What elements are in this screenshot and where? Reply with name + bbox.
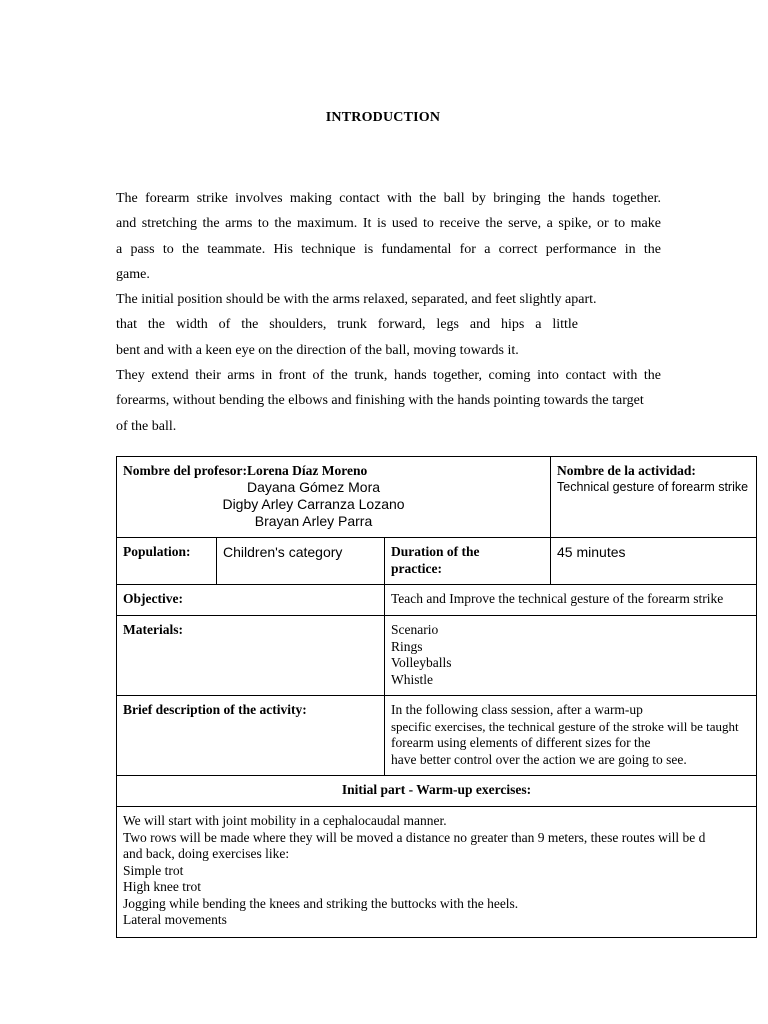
warmup-line: High knee trot bbox=[123, 879, 201, 894]
initial-part-cell bbox=[117, 776, 757, 807]
activity-cell bbox=[551, 457, 757, 538]
population-label: Population: bbox=[123, 544, 191, 559]
materials-label-cell bbox=[117, 616, 385, 696]
initial-part-heading: Initial part - Warm-up exercises: bbox=[341, 782, 532, 797]
materials-row bbox=[117, 616, 757, 696]
lesson-plan-table bbox=[116, 456, 757, 938]
brief-row bbox=[117, 696, 757, 776]
material-item: Whistle bbox=[391, 671, 433, 687]
duration-label bbox=[391, 544, 544, 577]
intro-line: a pass to the teammate. His technique is fundamental for a correct performance in the bbox=[116, 241, 661, 257]
intro-line: bent and with a keen eye on the direction of the ball, moving towards it. bbox=[116, 342, 519, 358]
intro-line: forearms, without bending the elbows and finishing with the hands pointing towards the target bbox=[116, 393, 644, 409]
teacher-label: Nombre del profesor: bbox=[123, 463, 247, 478]
warmup-line: We will start with joint mobility in a cephalocaudal manner. bbox=[123, 813, 447, 828]
objective-label: Objective: bbox=[123, 591, 183, 606]
material-item: Volleyballs bbox=[391, 655, 452, 670]
duration-value: 45 minutes bbox=[557, 544, 626, 560]
duration-label-cell bbox=[385, 538, 551, 585]
intro-line: game. bbox=[116, 266, 150, 282]
warmup-line: Jogging while bending the knees and striking the buttocks with the heels. bbox=[123, 895, 519, 911]
warmup-line: Lateral movements bbox=[123, 912, 227, 927]
population-value-cell bbox=[217, 538, 385, 585]
activity-label: Nombre de la actividad: bbox=[557, 463, 696, 478]
materials-label: Materials: bbox=[123, 622, 183, 637]
material-item: Scenario bbox=[391, 622, 439, 637]
population-row bbox=[117, 538, 757, 585]
warmup-cell bbox=[117, 807, 757, 938]
co-teacher-name: Dayana Gómez Mora bbox=[246, 479, 381, 495]
page-title: INTRODUCTION bbox=[325, 110, 441, 125]
intro-line: of the ball. bbox=[116, 418, 177, 434]
objective-row bbox=[117, 585, 757, 616]
brief-line: forearm using elements of different sizes for the bbox=[391, 735, 651, 750]
teacher-row bbox=[117, 457, 757, 538]
brief-line: have better control over the action we are going to see. bbox=[391, 751, 687, 767]
warmup-line: Simple trot bbox=[123, 862, 184, 878]
population-label-cell bbox=[117, 538, 217, 585]
co-teachers bbox=[123, 479, 544, 530]
warmup-line: Two rows will be made where they will be moved a distance no greater than 9 meters, these routes will be d bbox=[123, 829, 706, 845]
objective-label-cell bbox=[117, 585, 385, 616]
brief-line: In the following class session, after a warm-up bbox=[391, 702, 643, 717]
intro-line: They extend their arms in front of the trunk, hands together, coming into contact with the bbox=[116, 368, 661, 384]
warmup-line: and back, doing exercises like: bbox=[123, 846, 290, 861]
brief-label-cell bbox=[117, 696, 385, 776]
activity-value: Technical gesture of forearm strike bbox=[557, 480, 749, 494]
duration-value-cell bbox=[551, 538, 757, 585]
duration-label-line: Duration of the bbox=[391, 544, 480, 559]
objective-value: Teach and Improve the technical gesture of the forearm strike bbox=[391, 591, 724, 606]
intro-line: The initial position should be with the arms relaxed, separated, and feet slightly apart. bbox=[116, 292, 597, 308]
brief-value-cell bbox=[385, 696, 757, 776]
co-teacher-name: Brayan Arley Parra bbox=[254, 513, 373, 529]
teacher-cell bbox=[117, 457, 551, 538]
warmup-row bbox=[117, 807, 757, 938]
teacher-name: Lorena Díaz Moreno bbox=[246, 463, 368, 478]
duration-label-line: practice: bbox=[391, 560, 442, 576]
intro-line: that the width of the shoulders, trunk forward, legs and hips a little bbox=[116, 317, 578, 333]
population-value: Children's category bbox=[223, 544, 343, 560]
intro-line: and stretching the arms to the maximum. It is used to receive the serve, a spike, or to make bbox=[116, 216, 661, 232]
brief-line: specific exercises, the technical gesture of the stroke will be taught bbox=[391, 718, 739, 734]
co-teacher-name: Digby Arley Carranza Lozano bbox=[222, 496, 405, 512]
intro-line: The forearm strike involves making contact with the ball by bringing the hands together. bbox=[116, 191, 661, 206]
initial-part-row bbox=[117, 776, 757, 807]
objective-value-cell bbox=[385, 585, 757, 616]
introduction-text bbox=[116, 189, 661, 442]
materials-value-cell bbox=[385, 616, 757, 696]
material-item: Rings bbox=[391, 638, 423, 654]
brief-label: Brief description of the activity: bbox=[123, 702, 307, 717]
